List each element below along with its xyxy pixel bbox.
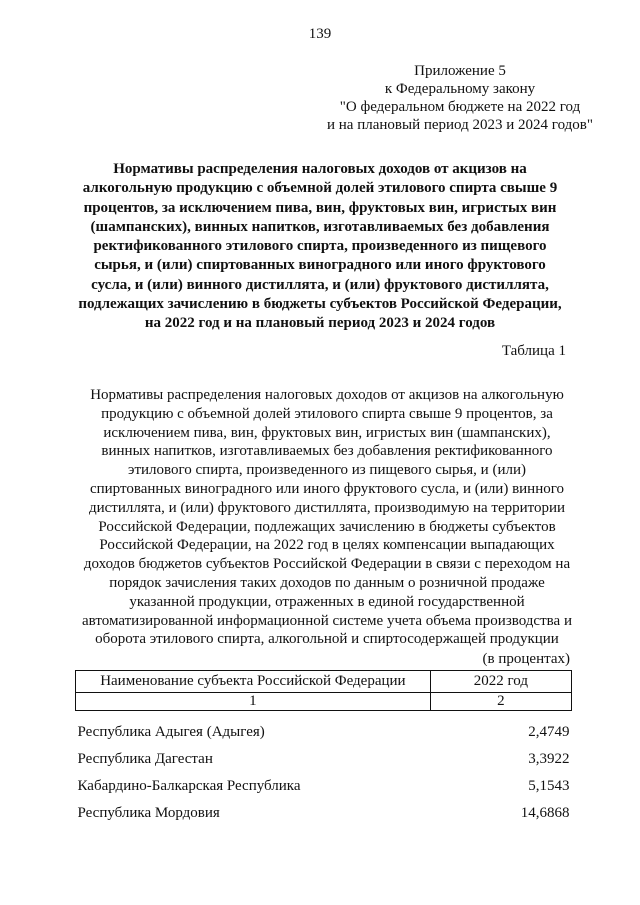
table-row [76,795,572,822]
table-title-line: этилового спирта, произведенного из пищевого сырья, и (или) [128,462,526,479]
title-line: подлежащих зачислению в бюджеты субъектов Российской Федерации, [78,296,562,313]
table-title-line: указанной продукции, отраженных в единой государственной [129,593,525,610]
subject-name: Кабардино-Балкарская Республика [77,778,301,794]
table-label: Таблица 1 [501,343,566,359]
page-number: 139 [308,26,332,42]
title-line: алкогольную продукцию с объемной долей этилового спирта свыше 9 [82,180,558,197]
appendix-line: "О федеральном бюджете на 2022 год [339,99,581,115]
header-subject-name: Наименование субъекта Российской Федерации [76,671,431,693]
title-line: ректификованного этилового спирта, произведенного из пищевого [93,238,547,255]
header-year: 2022 год [430,671,571,693]
table-title-line: продукцию с объемной долей этилового спирта свыше 9 процентов, за [101,405,553,422]
title-line: на 2022 год и на плановый период 2023 и 2024 годов [144,315,496,332]
column-number: 1 [76,693,431,711]
subject-name: Республика Дагестан [77,751,213,767]
title-line: (шампанских), винных напитков, изготавливаемых без добавления [90,218,550,235]
column-number-row [76,693,572,711]
table-title-line: порядок зачисления таких доходов по данным о розничной продаже [109,574,545,591]
appendix-header [250,62,640,134]
subject-value: 5,1543 [528,778,570,794]
subject-value: 3,3922 [528,751,570,767]
table-title-line: исключением пива, вин, фруктовых вин, игристых вин (шампанских), [103,424,551,441]
title-line: сырья, и (или) спиртованных виноградного или иного фруктового [94,257,546,274]
table-title-line: оборота этилового спирта, алкогольной и спиртосодержащей продукции [95,631,559,648]
document-title [60,160,580,334]
table-title-line: автоматизированной информационной системе учета объема производства и [82,612,572,629]
table-title-line: спиртованных виноградного или иного фруктового сусла, и (или) винного [89,480,565,497]
subject-value: 2,4749 [528,724,570,740]
subject-value: 14,6868 [520,805,570,821]
table-row [76,741,572,768]
table-title-line: дистиллята, и (или) фруктового дистиллята, производимую на территории [88,499,566,516]
appendix-line: и на плановый период 2023 и 2024 годов" [327,117,593,133]
table-row [76,711,572,742]
table-title [60,386,594,649]
table-title-line: Российской Федерации, подлежащих зачислению в бюджеты субъектов [98,518,556,535]
table-title-line: доходов бюджетов субъектов Российской Федерации в связи с переходом на [83,556,571,573]
appendix-line: Приложение 5 [414,63,506,79]
distribution-table [75,670,572,822]
column-number: 2 [430,693,571,711]
title-line: сусла, и (или) винного дистиллята, и (или) фруктового дистиллята, [91,276,549,293]
appendix-line: к Федеральному закону [384,81,536,97]
title-line: процентов, за исключением пива, вин, фруктовых вин, игристых вин [83,199,557,216]
subject-name: Республика Мордовия [77,805,220,821]
table-row [76,768,572,795]
units-note: (в процентах) [482,651,570,667]
title-line: Нормативы распределения налоговых доходов от акцизов на [113,161,527,177]
table-title-line: Российской Федерации, на 2022 год в целях компенсации выпадающих [99,537,555,554]
table-title-line: винных напитков, изготавливаемых без добавления ректификованного [101,443,553,460]
subject-name: Республика Адыгея (Адыгея) [77,724,265,740]
table-title-line: Нормативы распределения налоговых доходов от акцизов на алкогольную [90,387,564,403]
table-header-row [76,671,572,693]
